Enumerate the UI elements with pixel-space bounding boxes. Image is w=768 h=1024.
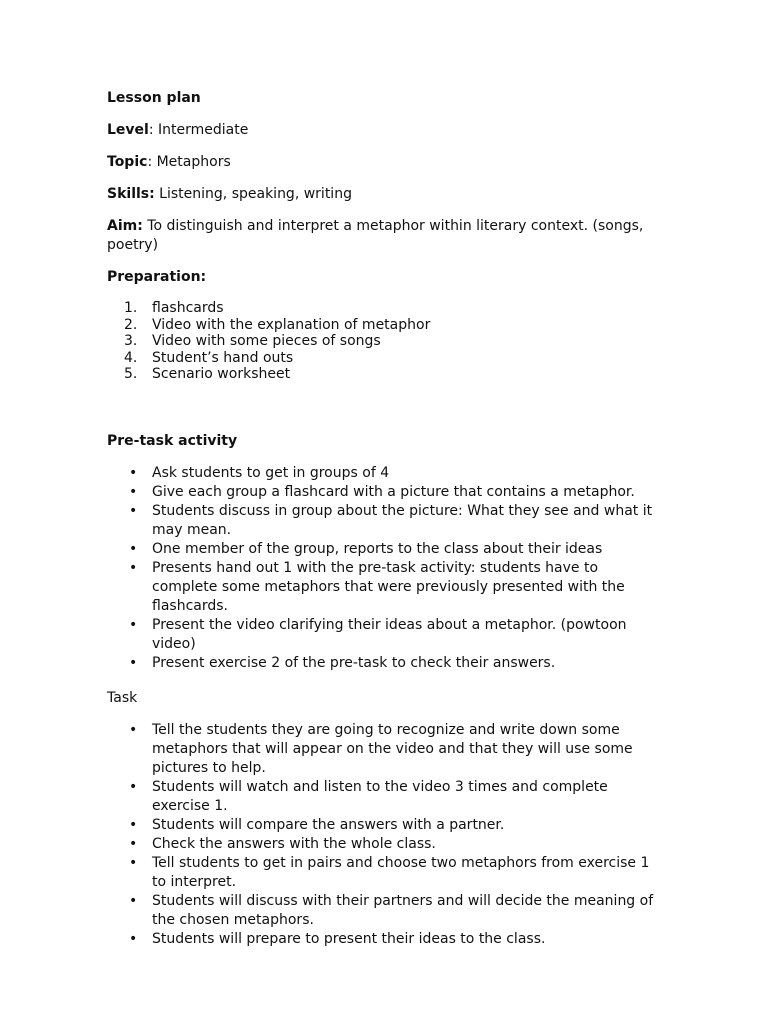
list-item — [107, 366, 667, 383]
bullet-icon: • — [129, 559, 138, 576]
list-number: 1. — [124, 300, 138, 316]
preparation-list — [107, 300, 667, 383]
list-item — [107, 559, 667, 616]
aim-label: Aim: — [107, 218, 143, 234]
list-item — [107, 502, 667, 540]
list-item-text: Student’s hand outs — [152, 349, 294, 366]
list-item-text: Present exercise 2 of the pre-task to check their answers. — [152, 654, 556, 671]
list-item-text: Students will discuss with their partners and will decide the meaning of the chosen metaphors. — [152, 892, 654, 928]
list-item-text: One member of the group, reports to the class about their ideas — [152, 540, 603, 557]
list-item — [107, 854, 667, 892]
list-item-text: Students will compare the answers with a partner. — [152, 816, 505, 833]
level-field — [107, 121, 667, 140]
aim-field — [107, 217, 667, 255]
list-item — [107, 654, 667, 673]
list-item-text: Scenario worksheet — [152, 366, 291, 383]
topic-label: Topic — [107, 154, 148, 170]
list-item — [107, 616, 667, 654]
list-item — [107, 350, 667, 367]
bullet-icon: • — [129, 778, 138, 795]
skills-field — [107, 185, 667, 204]
list-item — [107, 317, 667, 334]
bullet-icon: • — [129, 616, 138, 633]
bullet-icon: • — [129, 835, 138, 852]
bullet-icon: • — [129, 892, 138, 909]
aim-value: To distinguish and interpret a metaphor within literary context. (songs, poetry) — [107, 218, 644, 253]
list-number: 5. — [124, 366, 138, 383]
bullet-icon: • — [129, 483, 138, 500]
list-item — [107, 300, 667, 317]
skills-value: Listening, speaking, writing — [154, 186, 352, 202]
list-item — [107, 892, 667, 930]
bullet-icon: • — [129, 721, 138, 738]
list-item — [107, 778, 667, 816]
list-item-text: Tell the students they are going to recognize and write down some metaphors that will appear on the video and that they will use some pictures to help. — [152, 721, 633, 776]
list-item-text: Presents hand out 1 with the pre-task activity: students have to complete some metaphors that were previously presented with the flashcards. — [152, 559, 625, 614]
list-item — [107, 483, 667, 502]
list-number: 4. — [124, 349, 138, 366]
list-item — [107, 835, 667, 854]
bullet-icon: • — [129, 654, 138, 671]
list-item-text: Students will prepare to present their ideas to the class. — [152, 930, 546, 947]
bullet-icon: • — [129, 854, 138, 871]
bullet-icon: • — [129, 816, 138, 833]
bullet-icon: • — [129, 540, 138, 557]
bullet-icon: • — [129, 502, 138, 519]
list-item — [107, 333, 667, 350]
topic-field — [107, 153, 667, 172]
preparation-heading: Preparation: — [107, 269, 207, 285]
list-item-text: Video with the explanation of metaphor — [152, 316, 431, 333]
list-item — [107, 930, 667, 949]
list-item — [107, 816, 667, 835]
list-item-text: Present the video clarifying their ideas about a metaphor. (powtoon video) — [152, 616, 627, 652]
list-item — [107, 721, 667, 778]
list-item-text: Video with some pieces of songs — [152, 333, 381, 350]
list-item-text: Ask students to get in groups of 4 — [152, 464, 390, 481]
bullet-icon: • — [129, 464, 138, 481]
pretask-list — [107, 464, 667, 673]
skills-label: Skills: — [107, 186, 155, 202]
document-title: Lesson plan — [107, 90, 201, 106]
list-item-text: Give each group a flashcard with a picture that contains a metaphor. — [152, 483, 635, 500]
list-item-text: flashcards — [152, 300, 224, 316]
task-list — [107, 721, 667, 949]
list-item-text: Check the answers with the whole class. — [152, 835, 436, 852]
task-heading: Task — [107, 689, 138, 706]
topic-value: : Metaphors — [147, 154, 231, 170]
list-number: 2. — [124, 316, 138, 333]
pretask-heading: Pre-task activity — [107, 432, 238, 449]
list-item-text: Tell students to get in pairs and choose two metaphors from exercise 1 to interpret. — [152, 854, 650, 890]
list-item — [107, 540, 667, 559]
lesson-plan-body — [107, 89, 667, 949]
list-item-text: Students will watch and listen to the video 3 times and complete exercise 1. — [152, 778, 608, 814]
list-item — [107, 464, 667, 483]
bullet-icon: • — [129, 930, 138, 947]
list-number: 3. — [124, 333, 138, 350]
list-item-text: Students discuss in group about the picture: What they see and what it may mean. — [152, 502, 653, 538]
level-label: Level — [107, 122, 149, 138]
level-value: : Intermediate — [148, 122, 249, 138]
